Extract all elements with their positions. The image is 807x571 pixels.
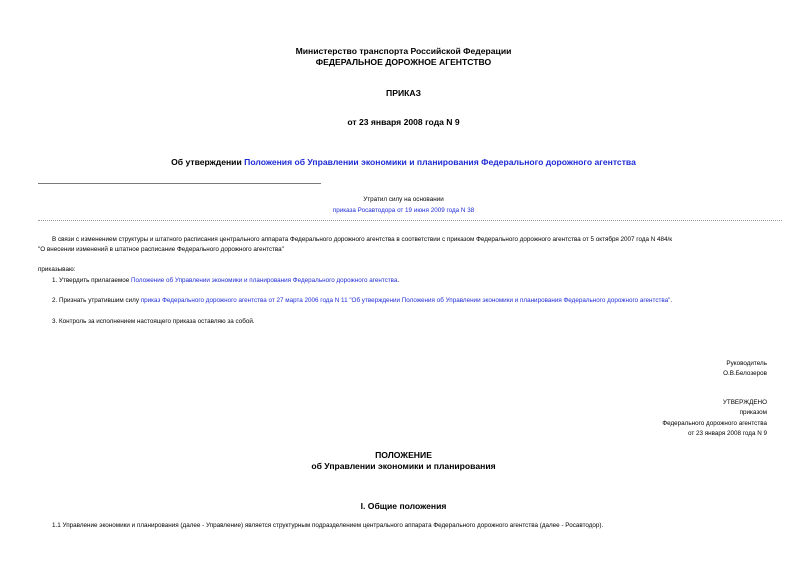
item-2-prefix: 2. Признать утратившим силу — [52, 297, 141, 304]
page-title — [0, 157, 807, 167]
title-prefix: Об утверждении — [171, 157, 245, 167]
approved-line-3: Федерального дорожного агентства — [662, 420, 767, 427]
status-note: Утратил силу на основании — [363, 196, 444, 203]
item-2-suffix: . — [670, 297, 673, 304]
dotted-divider — [38, 220, 782, 221]
approved-line-2: приказом — [739, 409, 767, 416]
paragraph-1-1: 1.1 Управление экономики и планирования (далее - Управление) является структурным подразделением центрального аппарата Федерального дорожного агентства (далее - Росавтодор). — [52, 522, 604, 529]
intro-line-1: В связи с изменением структуры и штатного расписания центрального аппарата Федерального дорожного агентства в соответствии с приказом Федерального дорожного агентства от 5 октября 2007 года N 484/к — [52, 236, 673, 243]
item-1-suffix: . — [397, 277, 400, 284]
item-2-link[interactable]: приказ Федерального дорожного агентства от 27 марта 2006 года N 11 "Об утверждении Положения об Управлении экономики и планирования Федерального дорожного агентства" — [140, 297, 671, 304]
signature-name: О.В.Белозеров — [723, 370, 767, 377]
regulation-title: ПОЛОЖЕНИЕ — [375, 450, 432, 460]
item-2 — [52, 297, 672, 304]
item-1-link[interactable]: Положение об Управлении экономики и планирования Федерального дорожного агентства — [130, 277, 398, 284]
item-1-prefix: 1. Утвердить прилагаемое — [52, 277, 131, 284]
title-link[interactable]: Положения об Управлении экономики и планирования Федерального дорожного агентства — [244, 157, 636, 167]
order-word: приказываю: — [38, 266, 76, 273]
approved-line-4: от 23 января 2008 года N 9 — [687, 430, 767, 437]
item-3: 3. Контроль за исполнением настоящего приказа оставляю за собой. — [52, 318, 255, 325]
intro-line-2: "О внесении изменений в штатное расписание Федерального дорожного агентства" — [38, 246, 284, 253]
status-link[interactable]: приказа Росавтодора от 19 июня 2009 года N 38 — [332, 207, 475, 214]
regulation-subtitle: об Управлении экономики и планирования — [311, 461, 496, 471]
doc-type: ПРИКАЗ — [386, 88, 421, 98]
item-1 — [52, 277, 399, 284]
ministry-name: Министерство транспорта Российской Федерации — [295, 46, 512, 56]
approved-line-1: УТВЕРЖДЕНО — [722, 399, 767, 406]
doc-date: от 23 января 2008 года N 9 — [347, 117, 460, 127]
separator-line — [38, 183, 321, 184]
section-heading: I. Общие положения — [360, 501, 447, 511]
signature-role: Руководитель — [726, 360, 767, 367]
agency-name: ФЕДЕРАЛЬНОЕ ДОРОЖНОЕ АГЕНТСТВО — [315, 57, 492, 67]
